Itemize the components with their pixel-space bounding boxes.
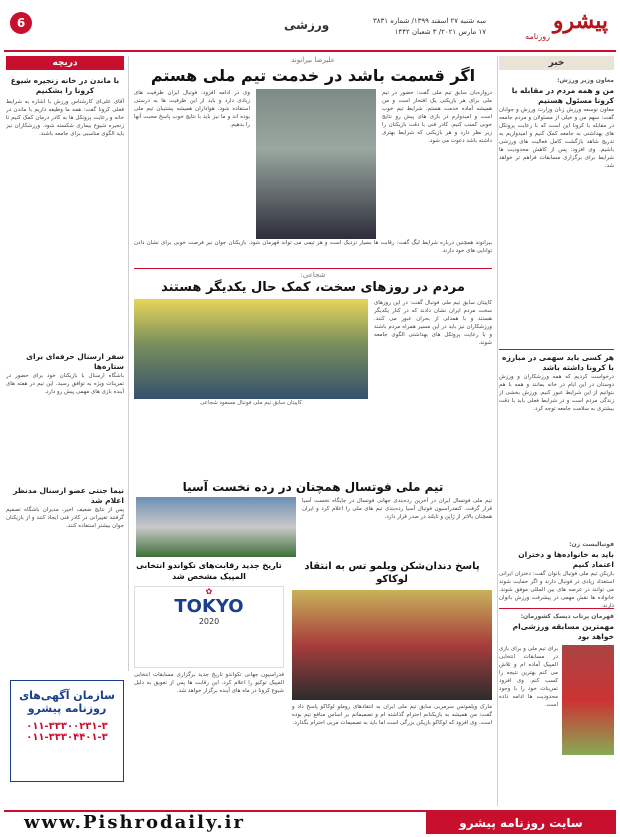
wilmots-photo: [292, 590, 492, 700]
ad-title: سازمان آگهی‌های: [19, 689, 115, 702]
futsal-team-photo: [136, 497, 296, 557]
opinion-body-2: باشگاه ارسنال با بازیکنان خود برای حضور در تمرینات ویژه به توافق رسید. این تیم در هفته های آینده بازی های مهمی پیش رو دارد.: [6, 373, 124, 395]
second-story[interactable]: [134, 268, 492, 468]
masthead: [4, 6, 616, 50]
second-kicker: شجاعی:: [300, 271, 326, 279]
news-item-3[interactable]: [499, 612, 614, 795]
right-column-tab: خبر: [499, 56, 614, 70]
tokyo-olympic-logo: [134, 586, 284, 668]
lead-body-right: دروازه‌بان سابق تیم ملی گفت: حضور در تیم ملی برای هر بازیکنی یک افتخار است و من همیشه آماده خدمت هستم. شرایط تیم خوب است و امیدوارم در بازی های پیش رو نتایج خوبی کسب کنیم. کادر فنی با دقت بازیکنان را زیر نظر دارد و هر بازیکنی که شرایط بهتری داشته باشد دعوت می شود.: [382, 90, 492, 144]
left-column-tab: دریچه: [6, 56, 124, 70]
tokyo-headline: تاریخ جدید رقابت‌های تکواندو انتخابی المپیک مشخص شد: [136, 561, 282, 581]
opinion-title: با ماندن در خانه زنجیره شیوع کرونا را بشکنیم: [10, 76, 120, 95]
news-divider: [499, 349, 614, 350]
nbc-peacock-icon: ✿: [205, 587, 213, 596]
athlete-photo: [562, 645, 614, 755]
opinion-subhead: نیما جنتی عضو ارسنال مدنظر اعلام شد: [13, 486, 124, 505]
logo-subtext: روزنامه: [525, 32, 550, 41]
woman-body: بازیکن تیم ملی فوتبال بانوان گفت: دختران ایرانی استعداد زیادی در فوتبال دارند و اگر حمایت شوند می توانند در عرصه های بین المللی موفق شوند. خانواده ها نقش مهمی در پیشرفت ورزش بانوان دارند.: [499, 571, 614, 609]
issue-date: [373, 16, 486, 38]
futsal-match-photo: [134, 299, 368, 399]
opinion-body: آقای علی‌ای کارشناس ورزش با اشاره به شرایط فعلی کرونا گفت: همه ما وظیفه داریم با ماندن در خانه و رعایت پروتکل ها به کادر درمان کمک کنیم تا زنجیره شیوع بیماری شکسته شود. ورزشکاران نیز باید الگوی مناسبی برای جامعه باشند.: [6, 99, 124, 137]
newspaper-logo[interactable]: [498, 8, 608, 48]
wilmots-story[interactable]: [292, 560, 492, 755]
lead-headline: اگر قسمت باشد در خدمت تیم ملی هستم: [150, 66, 476, 85]
logo-text: پیشرو: [552, 8, 608, 34]
tokyo-logo-year: 2020: [198, 617, 220, 626]
news-item-kicker: قهرمان پرتاب دیسک کشورمان:: [520, 613, 614, 620]
second-headline: مردم در روزهای سخت، کمک حال یکدیگر هستند: [161, 280, 465, 295]
news-item-1[interactable]: [499, 76, 614, 346]
ad-phone-1[interactable]: ۰۱۱-۳۳۳۰۰۲۳۱-۳: [26, 721, 108, 732]
woman-headline: باید به خانواده‌ها و دختران اعتماد کنیم: [518, 550, 614, 569]
tokyo-logo-text: TOKYO: [174, 596, 244, 617]
advertising-box[interactable]: [10, 680, 124, 782]
second-body: کاپیتان سابق تیم ملی فوتبال گفت: در این روزهای سخت مردم ایران نشان دادند که در کنار یکدیگر هستند و با همدلی از بحران عبور می کنند. ورزشکاران نیز باید در این مسیر همراه مردم باشند و با رعایت پروتکل های بهداشتی الگوی جامعه شوند.: [374, 300, 492, 346]
header-rule: [4, 50, 616, 52]
left-column: [6, 56, 124, 671]
ad-subtitle: روزنامه پیشرو: [27, 702, 107, 715]
tokyo-story[interactable]: [134, 560, 284, 755]
tokyo-body: فدراسیون جهانی تکواندو تاریخ جدید برگزاری مسابقات انتخابی المپیک توکیو را اعلام کرد. این رقابت ها پس از تعویق به دلیل شیوع کرونا در ماه های آینده برگزار خواهد شد.: [134, 672, 284, 694]
opinion-body-3: پس از نتایج ضعیف اخیر، مدیران باشگاه تصمیم گرفتند تغییراتی در کادر فنی ایجاد کنند و از بازیکنان جوان بیشتر استفاده کنند.: [6, 507, 124, 529]
lead-body-continued: بیرانوند همچنین درباره شرایط لیگ گفت: رقابت ها بسیار نزدیک است و هر تیمی می تواند قهرمان شود. بازیکنان جوان نیز فرصت خوبی برای نشان دادن توانایی های خود دارند.: [134, 240, 492, 254]
website-url[interactable]: www.Pishrodaily.ir: [24, 812, 245, 833]
news-item-body: درخواست کردیم که همه ورزشکاران و ورزش دوستان در این ایام در خانه بمانند و همه با هم بتوانیم از این شرایط عبور کنیم. ورزش بخشی از زندگی مردم است و در شرایط فعلی باید با دقت بیشتری به سلامت جامعه توجه کرد.: [499, 374, 614, 412]
news-item-body: معاون توسعه ورزش زنان وزارت ورزش و جوانان گفت: سهم من و خیلی از مسئولان و مردم جامعه در مقابله با کرونا این است که با رعایت پروتکل های بهداشتی به جامعه کمک کنیم و امیدواریم به تدریج شاهد بازگشت کامل فعالیت های ورزشی باشیم. وی افزود: پس از کاهش محدودیت ها شرایط برای برگزاری مسابقات فراهم تر خواهد شد.: [499, 107, 614, 169]
second-caption: کاپیتان سابق تیم ملی فوتبال مسعود شجاعی: [200, 400, 302, 406]
page-number-badge: 6: [10, 12, 32, 34]
futsal-body: تیم ملی فوتسال ایران در آخرین رده‌بندی جهانی فوتسال در جایگاه نخست آسیا قرار گرفت. کنفدراسیون فوتبال آسیا رده‌بندی تیم های ملی را اعلام کرد و ایران همچنان بالاتر از ژاپن و تایلند در صدر قرار دارد.: [302, 498, 492, 520]
footer: [4, 810, 616, 834]
ad-phone-2[interactable]: ۰۱۱-۳۳۳۰۴۴۰۱-۳: [26, 732, 108, 743]
section-title: ورزشی: [284, 18, 330, 32]
date-line-gregorian: ۱۷ مارس ۲۰۲۱/ ۳ شعبان ۱۴۴۲: [394, 28, 486, 36]
column-divider: [128, 56, 129, 671]
futsal-headline: تیم ملی فوتسال همچنان در رده نخست آسیا: [182, 480, 444, 494]
website-label[interactable]: سایت روزنامه پیشرو: [426, 812, 616, 834]
lead-story[interactable]: [134, 56, 492, 254]
story-divider: [134, 268, 492, 269]
news-item-title: هر کسی باید سهمی در مبارزه با کرونا داشته باشد: [502, 353, 614, 372]
opinion-subhead: سفر ارسنال حرفه‌ای برای ستاره‌ها: [26, 352, 124, 371]
lead-body-left: وی در ادامه افزود: فوتبال ایران ظرفیت های زیادی دارد و باید از این ظرفیت ها به درستی استفاده شود. هواداران همیشه پشتیبان تیم ملی بوده اند و ما نیز باید با نتایج خوب پاسخ محبت آنها را بدهیم.: [134, 90, 250, 128]
column-divider: [497, 56, 498, 806]
news-item-kicker: معاون وزیر ورزش:: [557, 77, 614, 84]
lead-photo: [256, 89, 376, 239]
news-item-title: مهمترین مسابقه ورزشی‌ام خواهد بود: [512, 622, 614, 641]
wilmots-headline: پاسخ دندان‌شکن ویلمو تس به انتقاد لوکاکو: [304, 561, 480, 585]
news-item-title: من و همه مردم در مقابله با کرونا مسئول هستیم: [511, 86, 614, 105]
right-column: [499, 56, 614, 806]
news-item-body: برای تیم ملی و برای بازی در مسابقات انتخابی المپیک آماده ام و تلاش می کنم بهترین نتیجه را کسب کنم. وی افزود تمرینات خود را با وجود محدودیت ها ادامه داده است.: [499, 646, 558, 708]
lead-kicker: علیرضا بیرانوند: [291, 56, 335, 64]
woman-football-story[interactable]: [499, 540, 614, 620]
wilmots-body: مارک ویلموتس سرمربی سابق تیم ملی ایران به انتقادهای روملو لوکاکو پاسخ داد و گفت: من همیشه به بازیکنانم احترام گذاشته ام و تصمیماتم بر اساس منافع تیم بوده است. وی افزود که لوکاکو بازیکن بزرگی است اما باید به تصمیمات مربی احترام بگذارد.: [292, 704, 492, 726]
date-line-persian: سه شنبه ۲۷ اسفند ۱۳۹۹/ شماره ۳۸۳۱: [372, 17, 486, 25]
woman-kicker: فوتبالیست زن:: [569, 541, 614, 548]
